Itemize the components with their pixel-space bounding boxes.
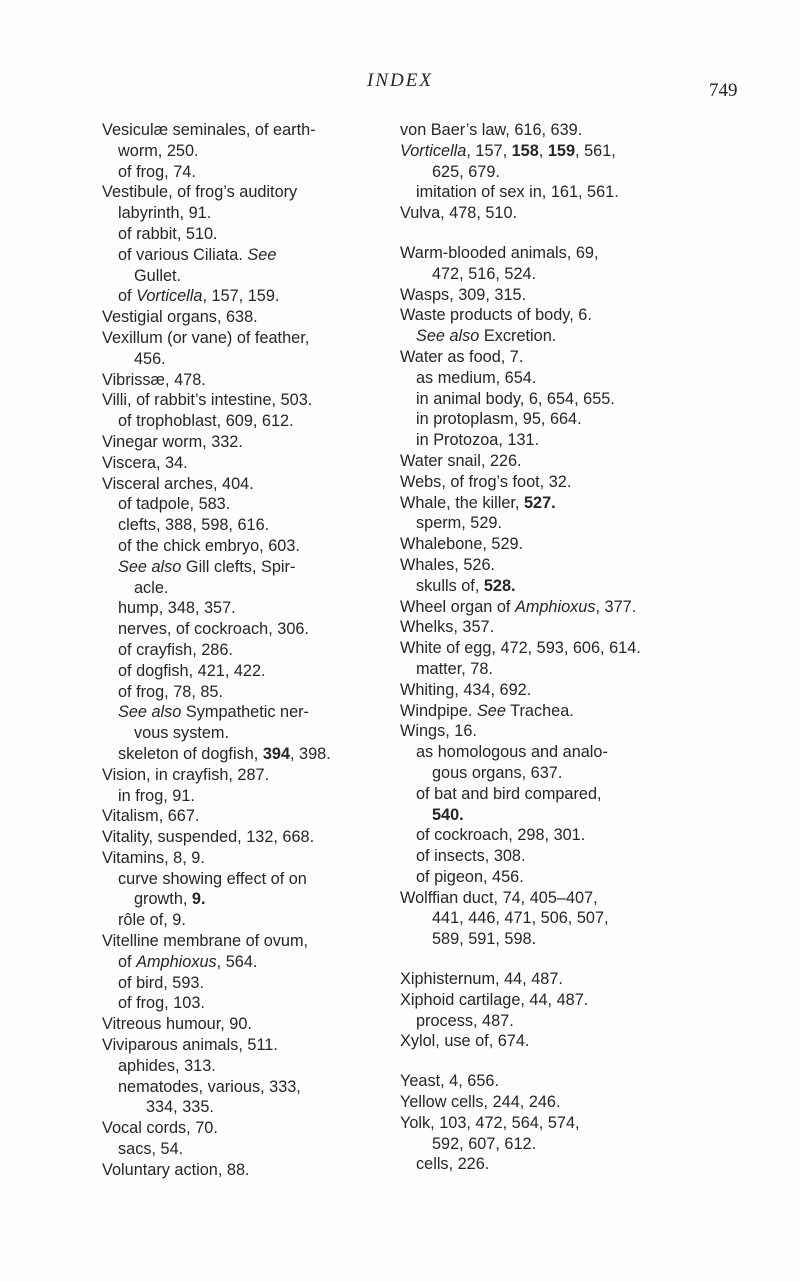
index-subentry	[102, 619, 382, 640]
entry-text: ,	[538, 141, 548, 160]
entry-text: Whales, 526.	[400, 555, 496, 574]
entry-text: Whelks, 357.	[400, 618, 495, 637]
entry-text: rôle of, 9.	[118, 911, 186, 930]
index-subentry	[102, 515, 382, 536]
index-entry	[400, 1031, 690, 1052]
entry-text: 456.	[134, 349, 166, 368]
index-subentry	[102, 203, 382, 224]
entry-text: 528.	[483, 576, 516, 595]
entry-text: of tadpole, 583.	[118, 495, 231, 514]
entry-text: Xiphoid cartilage, 44, 487.	[400, 990, 589, 1009]
index-subentry	[102, 723, 382, 744]
index-entry	[400, 1071, 690, 1092]
index-entry	[400, 493, 690, 514]
index-subentry	[102, 952, 382, 973]
index-subentry	[102, 536, 382, 557]
index-subentry	[102, 1077, 382, 1098]
index-subentry	[400, 368, 690, 389]
index-entry	[400, 701, 690, 722]
running-title: INDEX	[367, 70, 433, 91]
index-subentry	[400, 513, 690, 534]
entry-text: White of egg, 472, 593, 606, 614.	[400, 639, 641, 658]
entry-text: 589, 591, 598.	[432, 930, 537, 949]
index-subentry	[102, 910, 382, 931]
entry-text: of the chick embryo, 603.	[118, 536, 300, 555]
index-subentry	[102, 578, 382, 599]
entry-text: of insects, 308.	[416, 847, 526, 866]
entry-text: aphides, 313.	[118, 1056, 216, 1075]
entry-text: of various Ciliata.	[118, 245, 248, 264]
index-subentry	[400, 805, 690, 826]
entry-text: in protoplasm, 95, 664.	[416, 410, 582, 429]
entry-text: , 377.	[595, 597, 637, 616]
entry-text: Vestibule, of frog’s auditory	[102, 183, 298, 202]
index-subentry	[102, 557, 382, 578]
entry-text: Amphioxus	[136, 952, 217, 971]
index-entry	[400, 555, 690, 576]
letter-group-gap	[400, 1052, 690, 1071]
index-subentry	[102, 661, 382, 682]
entry-text: Vulva, 478, 510.	[400, 204, 518, 223]
entry-text: See also	[416, 327, 480, 346]
entry-text: of	[118, 287, 137, 306]
entry-text: Vocal cords, 70.	[102, 1119, 218, 1138]
entry-text: nerves, of cockroach, 306.	[118, 620, 309, 639]
index-entry	[400, 617, 690, 638]
entry-text: Wings, 16.	[400, 722, 477, 741]
entry-text: Vibrissæ, 478.	[102, 370, 206, 389]
entry-text: sperm, 529.	[416, 514, 502, 533]
entry-text: Vestigial organs, 638.	[102, 308, 258, 327]
index-entry	[400, 347, 690, 368]
entry-text: skulls of,	[416, 576, 484, 595]
index-entry	[400, 472, 690, 493]
entry-text: 540.	[432, 805, 464, 824]
entry-text: skeleton of dogfish,	[118, 744, 263, 763]
entry-text: Whale, the killer,	[400, 493, 524, 512]
entry-text: imitation of sex in, 161, 561.	[416, 183, 619, 202]
index-entry	[400, 451, 690, 472]
entry-text: of cockroach, 298, 301.	[416, 826, 586, 845]
index-subentry	[102, 598, 382, 619]
index-entry	[400, 141, 690, 162]
index-subentry	[102, 224, 382, 245]
entry-text: , 157, 159.	[202, 287, 280, 306]
entry-text: 158	[511, 141, 539, 160]
index-subentry	[400, 409, 690, 430]
index-entry	[400, 680, 690, 701]
index-entry	[102, 453, 382, 474]
entry-text: Viscera, 34.	[102, 453, 188, 472]
index-subentry	[102, 494, 382, 515]
entry-text: Vinegar worm, 332.	[102, 432, 243, 451]
index-subentry	[102, 162, 382, 183]
index-subentry	[400, 846, 690, 867]
index-entry	[102, 1118, 382, 1139]
index-entry	[400, 120, 690, 141]
entry-text: cells, 226.	[416, 1155, 490, 1174]
entry-text: Villi, of rabbit’s intestine, 503.	[102, 391, 313, 410]
index-subentry	[102, 141, 382, 162]
index-subentry	[102, 889, 382, 910]
index-subentry	[400, 908, 690, 929]
entry-text: Whiting, 434, 692.	[400, 680, 532, 699]
entry-text: See also	[118, 703, 182, 722]
index-subentry	[400, 1154, 690, 1175]
index-entry	[102, 432, 382, 453]
entry-text: Windpipe.	[400, 701, 477, 720]
index-subentry	[400, 763, 690, 784]
index-subentry	[102, 266, 382, 287]
entry-text: Vexillum (or vane) of feather,	[102, 328, 310, 347]
entry-text: Gill clefts, Spir-	[181, 557, 296, 576]
entry-text: Wasps, 309, 315.	[400, 285, 527, 304]
entry-text: Water as food, 7.	[400, 347, 524, 366]
entry-text: Amphioxus	[514, 597, 596, 616]
index-subentry	[102, 1097, 382, 1118]
index-subentry	[400, 389, 690, 410]
entry-text: Vesiculæ seminales, of earth-	[102, 121, 316, 139]
index-entry	[102, 1014, 382, 1035]
index-subentry	[102, 245, 382, 266]
entry-text: 441, 446, 471, 506, 507,	[432, 909, 609, 928]
entry-text: Voluntary action, 88.	[102, 1160, 250, 1179]
index-subentry	[102, 411, 382, 432]
entry-text: gous organs, 637.	[432, 763, 563, 782]
index-entry	[400, 203, 690, 224]
index-entry	[400, 597, 690, 618]
index-subentry	[400, 576, 690, 597]
entry-text: 9.	[191, 890, 206, 909]
index-entry	[102, 182, 382, 203]
index-entry	[102, 474, 382, 495]
entry-text: 472, 516, 524.	[432, 264, 537, 283]
entry-text: acle.	[134, 578, 169, 597]
entry-text: Xylol, use of, 674.	[400, 1032, 530, 1051]
index-column-right	[400, 120, 690, 1175]
index-subentry	[400, 659, 690, 680]
entry-text: Vitelline membrane of ovum,	[102, 932, 309, 951]
index-entry	[400, 285, 690, 306]
entry-text: nematodes, various, 333,	[118, 1077, 301, 1096]
entry-text: Sympathetic ner-	[181, 703, 309, 722]
entry-text: worm, 250.	[118, 141, 199, 160]
entry-text: of bird, 593.	[118, 973, 204, 992]
entry-text: See	[247, 245, 277, 264]
entry-text: 592, 607, 612.	[432, 1134, 537, 1153]
index-entry	[102, 806, 382, 827]
entry-text: sacs, 54.	[118, 1140, 184, 1159]
index-entry	[102, 370, 382, 391]
entry-text: of frog, 103.	[118, 994, 205, 1013]
index-subentry	[400, 929, 690, 950]
entry-text: Wheel organ of	[400, 597, 515, 616]
index-subentry	[400, 825, 690, 846]
entry-text: as homologous and analo-	[416, 743, 608, 762]
entry-text: Vorticella	[400, 141, 467, 160]
index-entry	[400, 534, 690, 555]
entry-text: Warm-blooded animals, 69,	[400, 243, 599, 262]
entry-text: Vitality, suspended, 132, 668.	[102, 828, 315, 847]
index-subentry	[400, 742, 690, 763]
letter-group-gap	[400, 950, 690, 969]
entry-text: labyrinth, 91.	[118, 204, 212, 223]
index-subentry	[102, 973, 382, 994]
entry-text: Yeast, 4, 656.	[400, 1072, 499, 1091]
entry-text: , 564.	[216, 952, 258, 971]
index-subentry	[102, 1139, 382, 1160]
entry-text: von Baer’s law, 616, 639.	[400, 121, 583, 139]
entry-text: process, 487.	[416, 1011, 514, 1030]
entry-text: Xiphisternum, 44, 487.	[400, 970, 563, 989]
entry-text: Waste products of body, 6.	[400, 306, 592, 325]
index-entry	[400, 638, 690, 659]
index-entry	[400, 305, 690, 326]
entry-text: Whalebone, 529.	[400, 535, 524, 554]
index-subentry	[400, 867, 690, 888]
entry-text: 394	[262, 744, 290, 763]
index-subentry	[400, 326, 690, 347]
index-entry	[400, 243, 690, 264]
entry-text: Viviparous animals, 511.	[102, 1036, 278, 1055]
entry-text: Wolffian duct, 74, 405–407,	[400, 888, 598, 907]
index-entry	[102, 765, 382, 786]
entry-text: clefts, 388, 598, 616.	[118, 516, 270, 535]
entry-text: Water snail, 226.	[400, 451, 522, 470]
entry-text: curve showing effect of on	[118, 869, 307, 888]
index-subentry	[102, 744, 382, 765]
index-entry	[102, 931, 382, 952]
entry-text: in Protozoa, 131.	[416, 431, 540, 450]
entry-text: of	[118, 952, 137, 971]
entry-text: , 561,	[575, 141, 616, 160]
entry-text: of frog, 74.	[118, 162, 196, 181]
entry-text: 527.	[523, 493, 556, 512]
index-entry	[102, 328, 382, 349]
entry-text: Vorticella	[136, 287, 203, 306]
entry-text: vous system.	[134, 724, 230, 743]
index-subentry	[400, 264, 690, 285]
entry-text: 334, 335.	[146, 1098, 214, 1117]
index-subentry	[400, 1134, 690, 1155]
index-entry	[400, 969, 690, 990]
entry-text: Yellow cells, 244, 246.	[400, 1093, 561, 1112]
index-entry	[102, 1035, 382, 1056]
index-subentry	[102, 702, 382, 723]
entry-text: hump, 348, 357.	[118, 599, 236, 618]
index-subentry	[400, 1011, 690, 1032]
entry-text: in animal body, 6, 654, 655.	[416, 389, 615, 408]
entry-text: of rabbit, 510.	[118, 224, 218, 243]
index-entry	[400, 721, 690, 742]
index-subentry	[400, 182, 690, 203]
index-subentry	[102, 286, 382, 307]
index-subentry	[400, 784, 690, 805]
index-entry	[400, 888, 690, 909]
entry-text: 159	[547, 141, 576, 160]
entry-text: 625, 679.	[432, 162, 500, 181]
entry-text: Visceral arches, 404.	[102, 474, 254, 493]
index-entry	[400, 990, 690, 1011]
entry-text: of trophoblast, 609, 612.	[118, 412, 294, 431]
entry-text: of bat and bird compared,	[416, 784, 602, 803]
entry-text: matter, 78.	[416, 659, 493, 678]
entry-text: , 398.	[290, 744, 331, 763]
index-entry	[102, 848, 382, 869]
index-entry	[102, 1160, 382, 1181]
entry-text: Gullet.	[134, 266, 182, 285]
index-subentry	[102, 786, 382, 807]
index-entry	[102, 120, 382, 141]
entry-text: of pigeon, 456.	[416, 867, 524, 886]
entry-text: Webs, of frog’s foot, 32.	[400, 472, 572, 491]
index-entry	[102, 307, 382, 328]
entry-text: of dogfish, 421, 422.	[118, 661, 266, 680]
entry-text: Trachea.	[505, 701, 574, 720]
letter-group-gap	[400, 224, 690, 243]
entry-text: Excretion.	[479, 327, 557, 346]
entry-text: Vitalism, 667.	[102, 807, 200, 826]
entry-text: See	[476, 701, 506, 720]
entry-text: in frog, 91.	[118, 786, 195, 805]
index-column-left	[102, 120, 382, 1181]
page-number: 749	[709, 80, 738, 101]
index-subentry	[102, 349, 382, 370]
entry-text: Yolk, 103, 472, 564, 574,	[400, 1113, 580, 1132]
index-subentry	[400, 430, 690, 451]
index-entry	[102, 390, 382, 411]
entry-text: Vision, in crayfish, 287.	[102, 765, 270, 784]
index-subentry	[400, 162, 690, 183]
index-subentry	[102, 640, 382, 661]
entry-text: as medium, 654.	[416, 368, 537, 387]
entry-text: growth,	[134, 890, 192, 909]
entry-text: of crayfish, 286.	[118, 640, 233, 659]
entry-text: Vitreous humour, 90.	[102, 1015, 252, 1034]
index-subentry	[102, 682, 382, 703]
index-entry	[400, 1113, 690, 1134]
index-subentry	[102, 1056, 382, 1077]
index-entry	[400, 1092, 690, 1113]
index-subentry	[102, 869, 382, 890]
index-entry	[102, 827, 382, 848]
entry-text: See also	[118, 557, 182, 576]
entry-text: Vitamins, 8, 9.	[102, 848, 205, 867]
index-subentry	[102, 993, 382, 1014]
entry-text: of frog, 78, 85.	[118, 682, 223, 701]
entry-text: , 157,	[466, 141, 512, 160]
